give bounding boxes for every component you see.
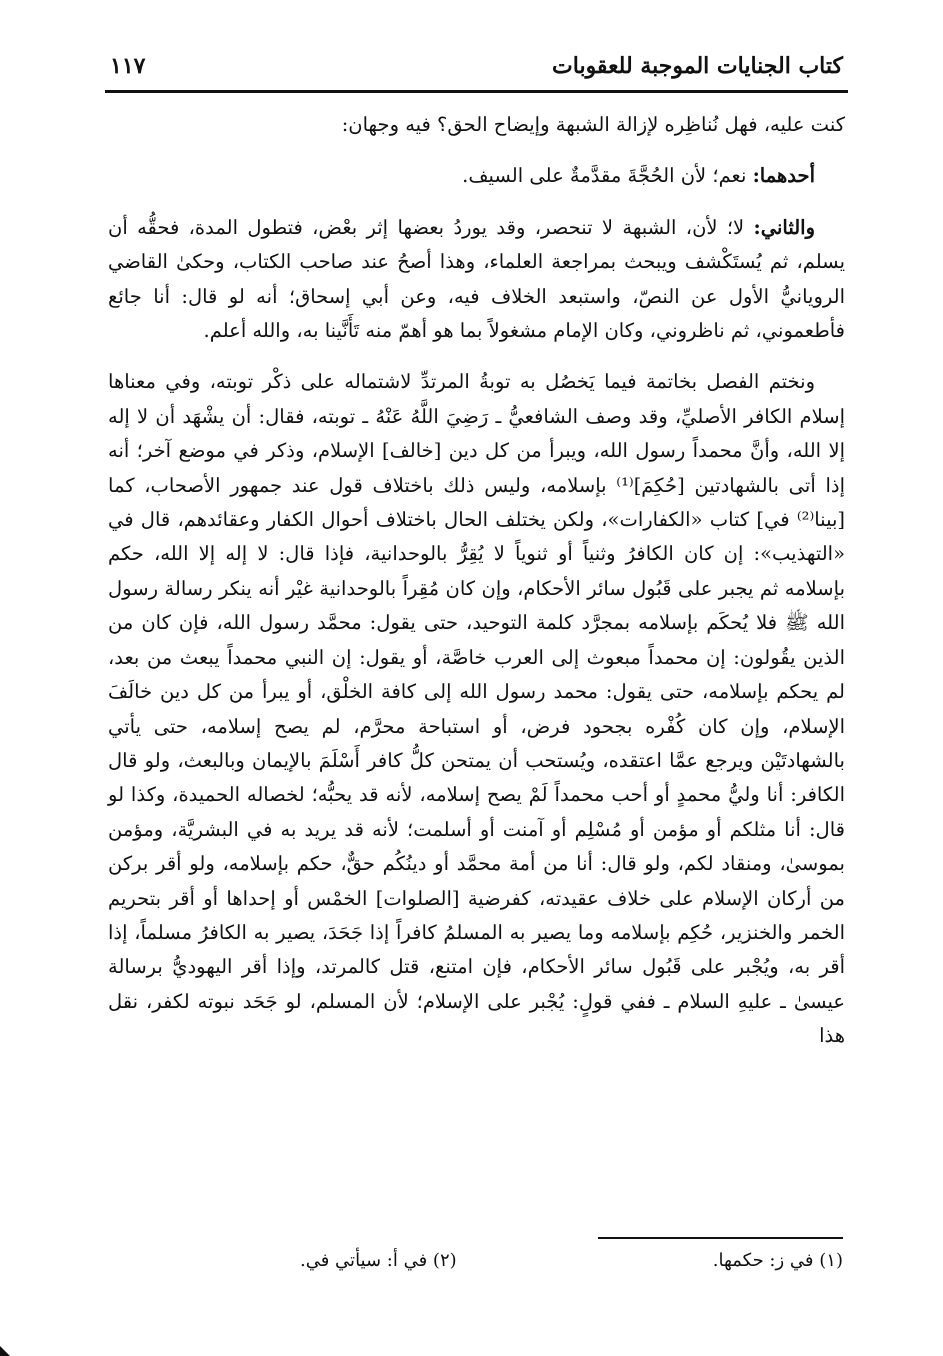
page-number: ١١٧	[110, 53, 146, 79]
footnote-text: في أ: سيأتي في.	[300, 1250, 428, 1271]
running-header	[110, 48, 843, 84]
running-title: كتاب الجنايات الموجبة للعقوبات	[552, 53, 843, 79]
header-rule	[105, 90, 848, 93]
footnote-label: (١)	[819, 1250, 843, 1271]
scan-corner-mark	[0, 1346, 10, 1356]
footnote-2	[300, 1250, 457, 1271]
paragraph-3	[108, 211, 845, 349]
footnote-text: في ز: حكمها.	[712, 1250, 814, 1271]
paragraph-text: ونختم الفصل بخاتمة فيما يَخصُل به توبةُ المرتدِّ لاشتماله على ذكْر توبته، وفي معناها إسلام الكافر الأصليِّ، وقد وصف الشافعيُّ ـ رَضِيَ اللَّهُ عَنْهُ ـ توبته، فقال: أن يشْهَد أن لا إله إلا الله، وأنَّ محمداً رسول الله، ويبرأ من كل دين [خالف] الإسلام، وذكر في موضع آخر؛ أنه إذا أتى بالشهادتين [حُكِمَ]⁽¹⁾ بإسلامه، وليس ذلك باختلاف قول عند جمهور الأصحاب، كما [بينا⁽²⁾ في] كتاب «الكفارات»، ولكن يختلف الحال باختلاف أحوال الكفار وعقائدهم، قال في «التهذيب»: إن كان الكافرُ وثنياً أو ثنوياً لا يُقِرُّ بالوحدانية، فإذا قال: لا إله إلا الله، حكم بإسلامه ثم يجبر على قَبُول سائر الأحكام، وإن كان مُقِراً بالوحدانية غيْر أنه ينكر رسالة رسول الله ﷺ فلا يُحكَم بإسلامه بمجرَّد كلمة التوحيد، حتى يقول: محمَّد رسول الله، فإن كان من الذين يقُولون: إن محمداً مبعوث إلى العرب خاصَّة، أو يقول: إن النبي محمداً يبعث من بعد، لم يحكم بإسلامه، حتى يقول: محمد رسول الله إلى كافة الخلْق، أو يبرأ من كل دين خالَفَ الإسلام، وإن كان كُفْره بجحود فرض، أو استباحة محرَّم، لم يصح إسلامه، حتى يأتي بالشهادتَيْن ويرجع عمَّا اعتقده، ويُستحب أن يمتحن كلُّ كافر أَسْلَمَ بالإيمان وبالبعث، ولو قال الكافر: أنا وليُّ محمدٍ أو أحب محمداً لَمْ يصح إسلامه، لأنه قد يحبُّه؛ لخصاله الحميدة، وكذا لو قال: أنا مثلكم أو مؤمن أو مُسْلِم أو آمنت أو أسلمت؛ لأنه قد يريد به في البشريَّة، ومؤمن بموسىٰ، ومنقاد لكم، ولو قال: أنا من أمة محمَّد أو دينُكُم حقٌّ، حكم بإسلامه، ولو أقر بركن من أركان الإسلام على خلاف عقيدته، كفرضية [الصلوات] الخمْس أو إحداها أو أقر بتحريم الخمر والخنزير، حُكِم بإسلامه وما يصير به المسلمُ كافراً إذا جَحَدَ، يصير به الكافرُ مسلماً، إذا أقر به، ويُجْبر على قَبُول سائر الأحكام، فإن امتنع، قتل كالمرتد، وإذا أقر اليهوديُّ برسالة عيسىٰ ـ عليهِ السلام ـ ففي قولٍ: يُجْبر على الإسلام؛ لأن المسلم، لو جَحَد نبوته لكفر، نقل هذا	[108, 370, 845, 1048]
paragraph-4	[108, 365, 845, 1053]
paragraph-lead: أحدهما:	[752, 164, 815, 188]
footnote-1	[713, 1250, 843, 1271]
footnote-rule	[598, 1237, 843, 1239]
footnotes	[300, 1250, 843, 1271]
body-text	[108, 108, 845, 1054]
footnote-label: (٢)	[432, 1250, 457, 1271]
paragraph-lead: والثاني:	[753, 215, 815, 239]
paragraph-2	[108, 159, 845, 193]
paragraph-text: نعم؛ لأن الحُجَّةَ مقدَّمةٌ على السيف.	[462, 164, 753, 188]
paragraph-1	[108, 108, 845, 142]
paragraph-text: لا؛ لأن، الشبهة لا تنحصر، وقد يوردُ بعضها إثر بعْض، فتطول المدة، فحقُّه أن يسلم، ثم يُستَكْشف ويبحث بمراجعة العلماء، وهذا أصحُ عند صاحب الكتاب، وحكىٰ القاضي الرويانيُّ الأول عن النصّ، واستبعد الخلاف فيه، وعن أبي إسحاق؛ أنه لو قال: أنا جائع فأطعموني، ثم ناظروني، وكان الإمام مشغولاً بما هو أهمّ منه تَأَنَّينا به، والله أعلم.	[108, 215, 845, 343]
paragraph-text: كنت عليه، فهل نُناظِره لإزالة الشبهة وإيضاح الحق؟ فيه وجهان:	[341, 113, 845, 136]
